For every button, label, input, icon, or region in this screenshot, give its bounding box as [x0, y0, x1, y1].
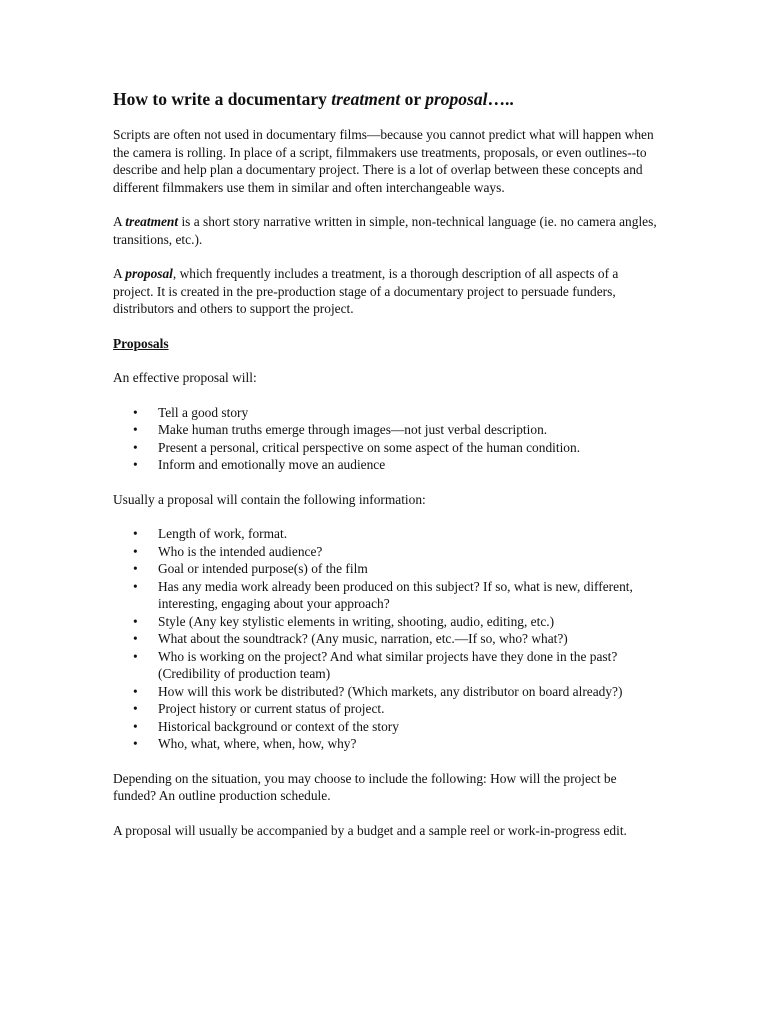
situation-paragraph: Depending on the situation, you may choose to include the following: How will the project be funded? An outline production schedule.: [113, 770, 617, 803]
intro-paragraph: Scripts are often not used in documentary films—because you cannot predict what will happen when the camera is rolling. In place of a script, filmmakers use treatments, proposals, or even outlines--to describe and help plan a documentary project. There is a lot of overlap between these concepts and different filmmakers use them in similar and often interchangeable ways.: [113, 127, 654, 195]
document-body: [113, 88, 658, 856]
title-treatment: treatment: [331, 89, 401, 109]
list-item: • Length of work, format.: [113, 525, 658, 543]
list-item: • Style (Any key stylistic elements in writing, shooting, audio, editing, etc.): [113, 613, 658, 631]
contains-list: [113, 525, 658, 753]
contains-intro: Usually a proposal will contain the following information:: [113, 491, 426, 507]
treatment-definition: [113, 213, 658, 248]
page-title: [113, 88, 658, 110]
list-item: • Who is working on the project? And what similar projects have they done in the past? (Credibility of production team): [113, 648, 658, 683]
proposal-definition: [113, 265, 658, 318]
proposal-text: , which frequently includes a treatment, is a thorough description of all aspects of a project. It is created in the pre-production stage of a documentary project to persuade funders, distributors and others to support the project.: [113, 266, 619, 316]
list-item: • Historical background or context of the story: [113, 718, 658, 736]
list-item: • How will this work be distributed? (Which markets, any distributor on board already?): [113, 683, 658, 701]
list-item: • Project history or current status of project.: [113, 700, 658, 718]
list-item: • Has any media work already been produced on this subject? If so, what is new, different, interesting, engaging about your approach?: [113, 578, 658, 613]
title-or: or: [400, 89, 426, 109]
list-item: • Make human truths emerge through images—not just verbal description.: [113, 421, 658, 439]
proposal-prefix: A: [113, 266, 126, 281]
treatment-prefix: A: [113, 214, 126, 229]
list-item: • Who, what, where, when, how, why?: [113, 735, 658, 753]
effective-intro: An effective proposal will:: [113, 370, 257, 385]
list-item: • Tell a good story: [113, 404, 658, 422]
title-text: How to write a documentary: [113, 89, 332, 109]
list-item: • What about the soundtrack? (Any music, narration, etc.—If so, who? what?): [113, 630, 658, 648]
list-item: • Inform and emotionally move an audience: [113, 456, 658, 474]
proposals-heading: Proposals: [113, 335, 169, 351]
title-ellipsis: …..: [487, 89, 514, 109]
list-item: • Goal or intended purpose(s) of the film: [113, 560, 658, 578]
list-item: • Who is the intended audience?: [113, 543, 658, 561]
effective-list: [113, 404, 658, 474]
list-item: • Present a personal, critical perspective on some aspect of the human condition.: [113, 439, 658, 457]
closing-paragraph: A proposal will usually be accompanied by a budget and a sample reel or work-in-progress edit.: [113, 822, 627, 838]
title-proposal: proposal: [425, 89, 488, 109]
treatment-text: is a short story narrative written in simple, non-technical language (ie. no camera angles, transitions, etc.).: [113, 214, 657, 247]
treatment-term: treatment: [125, 214, 179, 229]
proposal-term: proposal: [125, 266, 173, 281]
